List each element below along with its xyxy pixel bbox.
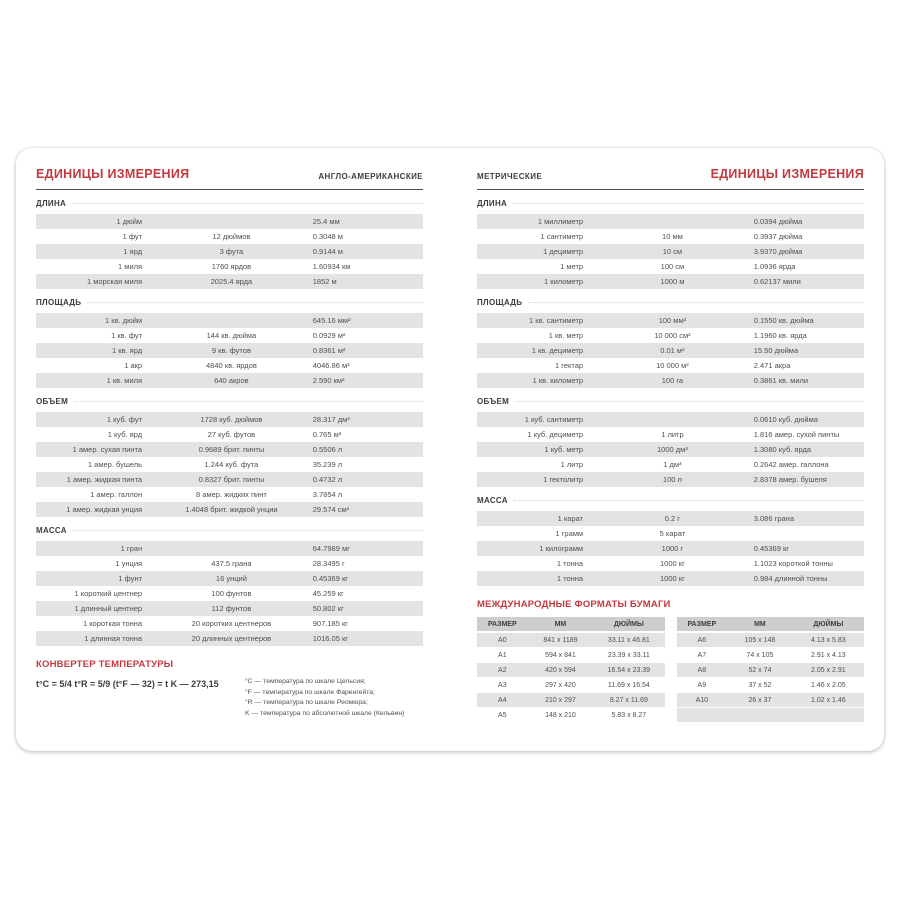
table-cell: 8.27 x 11.69 (609, 696, 648, 704)
table-row (36, 373, 423, 388)
table-row (477, 541, 864, 556)
table-cell: 1 куб. метр (544, 445, 584, 454)
table-cell: 0.45369 кг (312, 574, 348, 583)
table-cell: 1 миллиметр (537, 217, 584, 226)
table-cell: 2.91 x 4.13 (811, 651, 846, 659)
table-cell: 1 длинный центнер (74, 604, 143, 613)
table-cell: 1852 м (312, 277, 337, 286)
table-cell: 28.3495 г (312, 559, 345, 568)
table-cell: 100 мм² (658, 316, 687, 325)
section-rows (477, 313, 864, 388)
table-row (477, 229, 864, 244)
table-cell: 16.54 x 23.39 (607, 666, 651, 674)
table-cell: 1 дюйм (116, 217, 143, 226)
table-cell: 0.984 длинной тонны (753, 574, 828, 583)
temperature-scale-notes (245, 677, 423, 719)
table-cell: 1.0936 ярда (753, 262, 796, 271)
table-row (477, 633, 665, 647)
paper-format-tables (477, 617, 864, 723)
table-row (36, 214, 423, 229)
table-cell: 1 тонна (556, 574, 584, 583)
table-cell: 1 фунт (118, 574, 143, 583)
table-row (677, 678, 865, 692)
unit-section (36, 397, 423, 517)
table-cell: 3.7854 л (312, 490, 343, 499)
table-row (36, 457, 423, 472)
table-cell: ДЮЙМЫ (813, 620, 844, 628)
table-cell: 1.60934 км (312, 262, 351, 271)
table-cell: 0.765 м³ (312, 430, 342, 439)
table-cell: 4.13 x 5.83 (811, 636, 846, 644)
section-title (477, 298, 864, 307)
table-cell: 1 ярд (123, 247, 143, 256)
table-cell: 23.39 x 33.11 (607, 651, 650, 659)
page-title: ЕДИНИЦЫ ИЗМЕРЕНИЯ (710, 167, 864, 181)
table-cell: 52 x 74 (748, 666, 772, 674)
paper-table-header (677, 617, 865, 631)
unit-section (477, 199, 864, 289)
unit-section (477, 496, 864, 586)
table-cell: 74 x 105 (746, 651, 774, 659)
table-cell: 20 коротких центнеров (191, 619, 272, 628)
table-row (477, 663, 665, 677)
table-cell: 0.2642 амер. галлона (753, 460, 829, 469)
table-row (677, 663, 865, 677)
table-cell: 0.5506 л (312, 445, 343, 454)
table-cell: 1000 г (661, 544, 684, 553)
table-cell: 1728 куб. дюймов (200, 415, 263, 424)
table-cell: 1 амер. жидкая пинта (66, 475, 143, 484)
table-cell: 1 амер. галлон (90, 490, 143, 499)
temperature-note: °C — температура по шкале Цельсия; (244, 678, 366, 685)
table-cell: 2025.4 ярда (210, 277, 253, 286)
table-row (36, 313, 423, 328)
planner-spread (16, 148, 884, 751)
temperature-note: K — температура по абсолютной шкале (Кельвин) (244, 709, 405, 717)
table-row (36, 556, 423, 571)
table-row (36, 274, 423, 289)
table-row (477, 442, 864, 457)
table-cell: ММ (754, 620, 766, 628)
table-cell: 1.244 куб. фута (204, 460, 259, 469)
table-cell: 64.7989 мг (312, 544, 350, 553)
table-row (477, 571, 864, 586)
table-cell: 1 кв. дециметр (531, 346, 584, 355)
table-cell: 5.83 x 8.27 (611, 711, 647, 719)
table-row (36, 244, 423, 259)
table-row (477, 693, 665, 707)
section-rows (477, 214, 864, 289)
table-cell: 45.259 кг (312, 589, 344, 598)
table-cell: 1 куб. фут (106, 415, 143, 424)
unit-section (36, 199, 423, 289)
table-cell: РАЗМЕР (487, 620, 517, 628)
table-cell: 10 мм (662, 232, 683, 241)
table-cell: 841 x 1189 (543, 636, 578, 644)
table-cell: 907.185 кг (312, 619, 348, 628)
table-row (36, 259, 423, 274)
table-cell: 1000 кг (660, 574, 685, 583)
right-unit-sections (477, 199, 864, 586)
table-cell: 1 гектолитр (543, 475, 584, 484)
table-cell: 1 кв. миля (106, 376, 143, 385)
table-cell: 144 кв. дюйма (206, 331, 257, 340)
table-cell: 0.4732 л (312, 475, 343, 484)
table-row (36, 442, 423, 457)
table-row (677, 648, 865, 662)
table-cell: 1 литр (661, 430, 684, 439)
table-cell: 12 дюймов (212, 232, 251, 241)
table-cell: 0.1550 кв. дюйма (753, 316, 814, 325)
left-unit-sections (36, 199, 423, 646)
table-cell: 9 кв. футов (211, 346, 251, 355)
table-cell: 1 кв. метр (548, 331, 584, 340)
table-row (36, 571, 423, 586)
table-cell: 1 литр (560, 460, 584, 469)
table-cell: 1 амер. бушель (87, 460, 143, 469)
table-row (677, 633, 865, 647)
table-cell: 20 длинных центнеров (191, 634, 272, 643)
table-cell: 4840 кв. ярдов (206, 361, 257, 370)
section-title (36, 199, 423, 208)
table-cell: 1000 м (660, 277, 685, 286)
table-cell: 8 амер. жидких пинт (196, 490, 267, 499)
table-row (477, 358, 864, 373)
temperature-note: °F — температура по шкале Фаренгейта; (244, 688, 375, 696)
table-row (36, 487, 423, 502)
table-cell: A8 (697, 666, 707, 674)
table-cell: A7 (697, 651, 707, 659)
table-cell: 1 гектар (555, 361, 584, 370)
table-cell: 27 куб. футов (207, 430, 256, 439)
table-cell: 1 кв. фут (111, 331, 143, 340)
table-cell: 1 кв. сантиметр (529, 316, 584, 325)
table-cell: 112 фунтов (211, 604, 252, 613)
table-row (36, 412, 423, 427)
table-cell: A6 (697, 636, 707, 644)
table-cell: 100 л (662, 475, 682, 484)
table-cell: 1 куб. ярд (107, 430, 143, 439)
table-cell: A9 (697, 681, 707, 689)
table-cell: 5 карат (659, 529, 686, 538)
table-cell: 1 фут (122, 232, 143, 241)
paper-formats (477, 599, 864, 723)
table-cell: 0.0394 дюйма (753, 217, 803, 226)
table-cell: 2.05 x 2.91 (811, 666, 846, 674)
table-row (477, 343, 864, 358)
table-cell: 100 см (660, 262, 685, 271)
table-cell: 0.3937 дюйма (753, 232, 803, 241)
table-cell: 1 сантиметр (540, 232, 584, 241)
table-row (477, 412, 864, 427)
paper-format-table (677, 617, 865, 723)
table-cell: 1 гран (120, 544, 143, 553)
section-rows (477, 511, 864, 586)
table-row (36, 343, 423, 358)
table-cell: 1 кв. километр (532, 376, 584, 385)
section-title (36, 298, 423, 307)
table-cell: 210 x 297 (545, 696, 576, 704)
unit-section (36, 526, 423, 646)
table-cell: 3.086 грана (753, 514, 794, 523)
table-cell: 1.02 x 1.46 (811, 696, 846, 704)
table-row (36, 472, 423, 487)
section-rows (36, 313, 423, 388)
table-row (477, 313, 864, 328)
section-rows (36, 412, 423, 517)
table-cell: 100 фунтов (211, 589, 252, 598)
table-cell: 0.2 г (664, 514, 681, 523)
table-cell: 29.574 см³ (312, 505, 350, 514)
table-cell: 1.1023 короткой тонны (753, 559, 833, 568)
table-cell: 148 x 210 (545, 711, 576, 719)
table-cell: 1 километр (544, 277, 584, 286)
table-row (477, 511, 864, 526)
table-row (477, 457, 864, 472)
unit-section (36, 298, 423, 388)
table-cell: 0.3048 м (312, 232, 343, 241)
section-rows (36, 214, 423, 289)
table-row (477, 427, 864, 442)
table-cell: 15.50 дюйма (753, 346, 799, 355)
table-cell: 645.16 мм² (312, 316, 351, 325)
page-title: ЕДИНИЦЫ ИЗМЕРЕНИЯ (36, 167, 190, 181)
left-page-header (36, 166, 423, 190)
section-title (36, 397, 423, 406)
table-row (477, 214, 864, 229)
table-cell: 10 000 см² (654, 331, 691, 340)
table-cell: 1 метр (560, 262, 584, 271)
table-cell: 1 миля (118, 262, 143, 271)
table-cell: 26 x 37 (748, 696, 772, 704)
table-cell: 0.9144 м (312, 247, 343, 256)
table-cell: 0.0610 куб. дюйма (753, 415, 818, 424)
table-cell: 1 грамм (555, 529, 584, 538)
table-cell: A10 (695, 696, 709, 704)
table-cell: 1 килограмм (539, 544, 584, 553)
right-page-header (477, 166, 864, 190)
table-cell: 4046.86 м² (312, 361, 350, 370)
table-row (36, 328, 423, 343)
table-row (477, 648, 665, 662)
table-cell: 0.0929 м² (312, 331, 346, 340)
section-title-text: МАССА (36, 526, 67, 535)
table-row (36, 541, 423, 556)
temperature-converter (36, 659, 423, 719)
section-title (36, 526, 423, 535)
table-cell: ДЮЙМЫ (613, 620, 644, 628)
table-cell: 1 короткая тонна (82, 619, 143, 628)
table-cell: 10 000 м² (656, 361, 689, 370)
table-cell: 297 x 420 (545, 681, 576, 689)
table-cell: 1 карат (557, 514, 584, 523)
table-cell: A3 (498, 681, 507, 689)
page-subtitle: МЕТРИЧЕСКИЕ (477, 172, 543, 181)
section-title-text: ДЛИНА (36, 199, 67, 208)
table-row (477, 556, 864, 571)
left-page (16, 162, 450, 743)
table-cell: 100 га (661, 376, 684, 385)
table-cell: 0.45369 кг (753, 544, 789, 553)
table-cell: A0 (498, 636, 507, 644)
table-cell: 0.01 м² (660, 346, 685, 355)
temperature-converter-title: КОНВЕРТЕР ТЕМПЕРАТУРЫ (36, 659, 174, 670)
table-cell: 1 морская миля (87, 277, 143, 286)
section-rows (477, 412, 864, 487)
table-cell: 1.46 x 2.05 (811, 681, 846, 689)
section-title (477, 397, 864, 406)
table-cell: 33.11 x 46.81 (607, 636, 650, 644)
table-cell: 105 x 148 (744, 636, 776, 644)
section-title-text: ПЛОЩАДЬ (477, 298, 523, 307)
table-cell: 437.5 грана (211, 559, 252, 568)
table-row (477, 472, 864, 487)
temperature-formula: t°C = 5/4 t°R = 5/9 (t°F — 32) = t K — 273,15 (36, 679, 219, 689)
table-cell: 2.8378 амер. бушеля (753, 475, 827, 484)
table-row (36, 616, 423, 631)
table-row (36, 358, 423, 373)
table-row (36, 586, 423, 601)
table-cell: 28.317 дм³ (312, 415, 350, 424)
table-cell: 1 амер. жидкая унция (66, 505, 143, 514)
table-cell: 50.802 кг (312, 604, 344, 613)
table-cell: 35.239 л (312, 460, 343, 469)
table-cell: 1000 кг (660, 559, 685, 568)
table-cell: A5 (498, 711, 507, 719)
table-row (477, 244, 864, 259)
table-cell: 1 куб. дециметр (527, 430, 584, 439)
table-cell: A2 (498, 666, 507, 674)
table-cell: 1 амер. сухая пинта (72, 445, 143, 454)
page-subtitle: АНГЛО-АМЕРИКАНСКИЕ (318, 172, 423, 181)
table-cell: 1 унция (115, 559, 143, 568)
table-cell: 1016.05 кг (312, 634, 348, 643)
section-title (477, 496, 864, 505)
table-cell: 1.1960 кв. ярда (753, 331, 807, 340)
table-cell: 11.69 x 16.54 (607, 681, 650, 689)
table-row (36, 229, 423, 244)
table-cell: 1 кв. ярд (111, 346, 143, 355)
table-cell: 0.3861 кв. мили (753, 376, 809, 385)
table-cell: 0.8361 м² (312, 346, 346, 355)
section-title-text: ДЛИНА (477, 199, 508, 208)
section-title-text: ОБЪЕМ (477, 397, 510, 406)
table-cell: 420 x 594 (545, 666, 576, 674)
table-cell: 16 унций (215, 574, 247, 583)
table-row (477, 678, 665, 692)
table-cell: 25.4 мм (312, 217, 340, 226)
unit-section (477, 397, 864, 487)
table-cell: 1 короткий центнер (74, 589, 143, 598)
table-cell: 594 x 841 (545, 651, 576, 659)
table-cell: 1 куб. сантиметр (524, 415, 584, 424)
table-cell: 1000 дм³ (657, 445, 688, 454)
table-cell: 1.4048 брит. жидкой унции (185, 505, 278, 514)
table-row (477, 274, 864, 289)
table-row (477, 328, 864, 343)
table-cell: A1 (498, 651, 507, 659)
table-cell: 0.62137 мили (753, 277, 801, 286)
table-cell: 1.816 амер. сухой пинты (753, 430, 840, 439)
section-rows (36, 541, 423, 646)
table-cell: ММ (554, 620, 567, 628)
paper-table-header (477, 617, 665, 631)
paper-format-table (477, 617, 665, 723)
table-cell: 0.9689 брит. пинты (198, 445, 265, 454)
table-cell: 2.590 км² (312, 376, 345, 385)
table-cell: 1 дм³ (663, 460, 682, 469)
table-cell: A4 (498, 696, 507, 704)
paper-formats-title: МЕЖДУНАРОДНЫЕ ФОРМАТЫ БУМАГИ (477, 599, 671, 610)
table-row (677, 708, 865, 722)
table-row (677, 693, 865, 707)
right-page (450, 162, 884, 743)
unit-section (477, 298, 864, 388)
table-cell: 1760 ярдов (211, 262, 252, 271)
table-cell: 1 тонна (556, 559, 584, 568)
table-cell: 3.9370 дюйма (753, 247, 803, 256)
table-row (36, 601, 423, 616)
table-row (477, 708, 665, 722)
table-cell: 1 кв. дюйм (105, 316, 143, 325)
table-row (477, 526, 864, 541)
section-title-text: ПЛОЩАДЬ (36, 298, 82, 307)
table-cell: 3 фута (219, 247, 244, 256)
section-title-text: МАССА (477, 496, 508, 505)
temperature-note: °R — температура по шкале Реомюра; (244, 699, 368, 707)
section-title (477, 199, 864, 208)
section-title-text: ОБЪЕМ (36, 397, 69, 406)
table-cell: 10 см (662, 247, 683, 256)
table-cell: 1 дециметр (543, 247, 584, 256)
table-cell: 0.8327 брит. пинты (198, 475, 265, 484)
table-row (477, 373, 864, 388)
table-cell: 1.3080 куб. ярда (753, 445, 812, 454)
table-row (36, 631, 423, 646)
table-cell: 1 акр (124, 361, 143, 370)
table-cell: 37 x 52 (748, 681, 772, 689)
table-cell: РАЗМЕР (687, 620, 717, 628)
table-row (36, 427, 423, 442)
table-cell: 640 акров (214, 376, 249, 385)
table-cell: 1 длинная тонна (84, 634, 143, 643)
table-row (477, 259, 864, 274)
table-cell: 2.471 акра (753, 361, 791, 370)
table-row (36, 502, 423, 517)
